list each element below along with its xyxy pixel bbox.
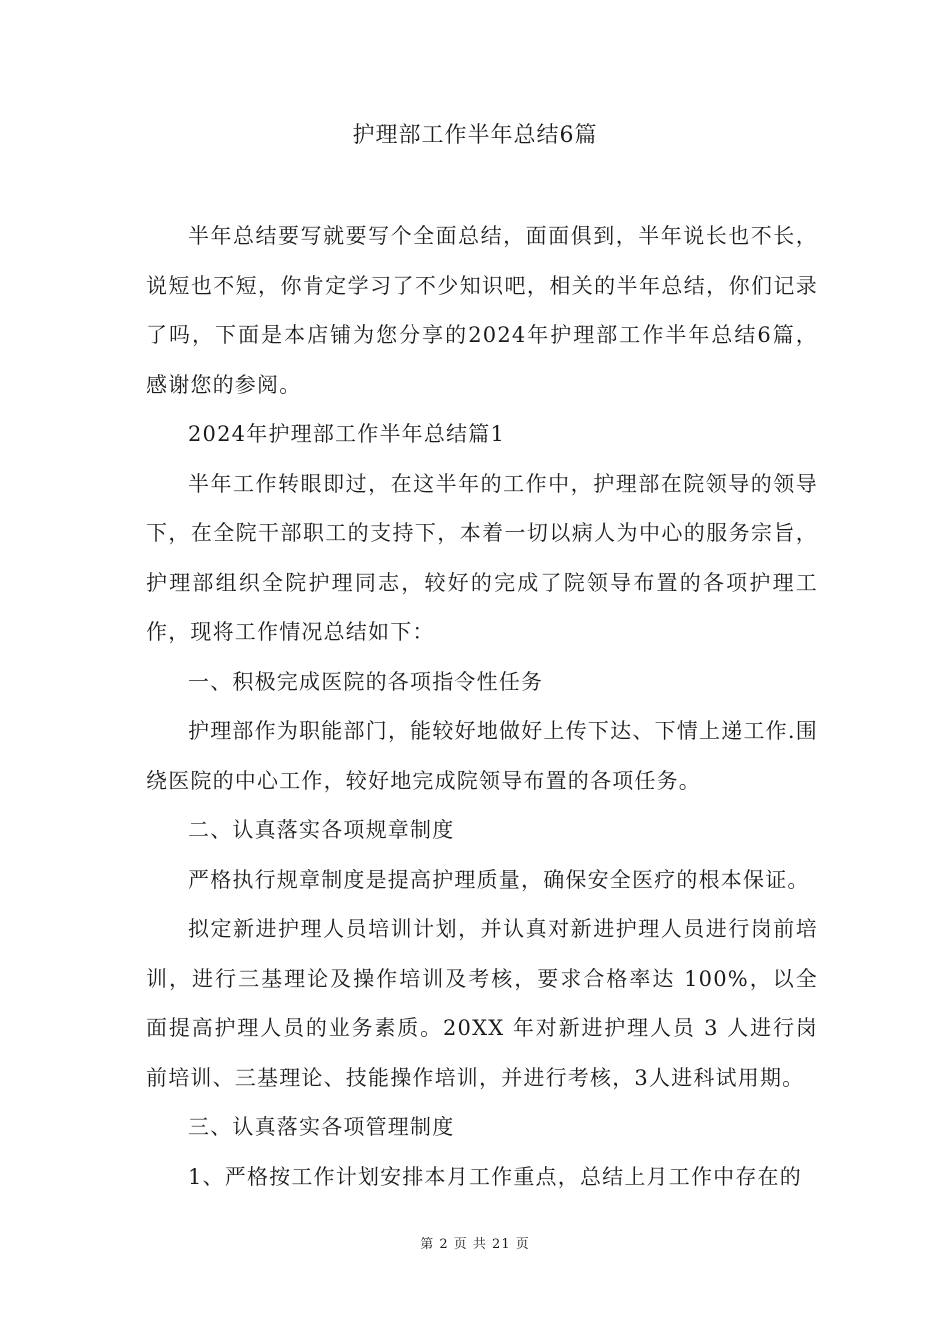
paragraph-training: 拟定新进护理人员培训计划，并认真对新进护理人员进行岗前培训，进行三基理论及操作培训及考核，要求合格率达 100%，以全面提高护理人员的业务素质。20XX 年对新进护理人员 3 人进行岗前培训、三基理论、技能操作培训，并进行考核，3人进科试用期。 [146, 917, 818, 1090]
paragraph-intro: 半年总结要写就要写个全面总结，面面俱到，半年说长也不长，说短也不短，你肯定学习了不少知识吧，相关的半年总结，你们记录了吗，下面是本店铺为您分享的2024年护理部工作半年总结6篇，感谢您的参阅。 [146, 224, 818, 397]
paragraph-rules: 严格执行规章制度是提高护理质量，确保安全医疗的根本保证。 [188, 867, 810, 892]
paragraph-tasks: 护理部作为职能部门，能较好地做好上传下达、下情上递工作.围绕医院的中心工作，较好地完成院领导布置的各项任务。 [146, 719, 818, 793]
paragraph-plan: 1、严格按工作计划安排本月工作重点，总结上月工作中存在的 [188, 1164, 802, 1189]
document-body [146, 212, 818, 1202]
document-title: 护理部工作半年总结6篇 [352, 123, 598, 148]
section-heading-3: 三、认真落实各项管理制度 [188, 1115, 455, 1139]
section-heading-part1: 2024年护理部工作半年总结篇1 [188, 422, 506, 446]
section-heading-2: 二、认真落实各项规章制度 [188, 818, 455, 842]
section-heading-1: 一、积极完成医院的各项指令性任务 [188, 669, 544, 694]
page-number: 第 2 页 共 21 页 [420, 1237, 530, 1252]
paragraph-overview: 半年工作转眼即过，在这半年的工作中，护理部在院领导的领导下，在全院干部职工的支持下，本着一切以病人为中心的服务宗旨，护理部组织全院护理同志，较好的完成了院领导布置的各项护理工作，现将工作情况总结如下： [146, 471, 818, 644]
